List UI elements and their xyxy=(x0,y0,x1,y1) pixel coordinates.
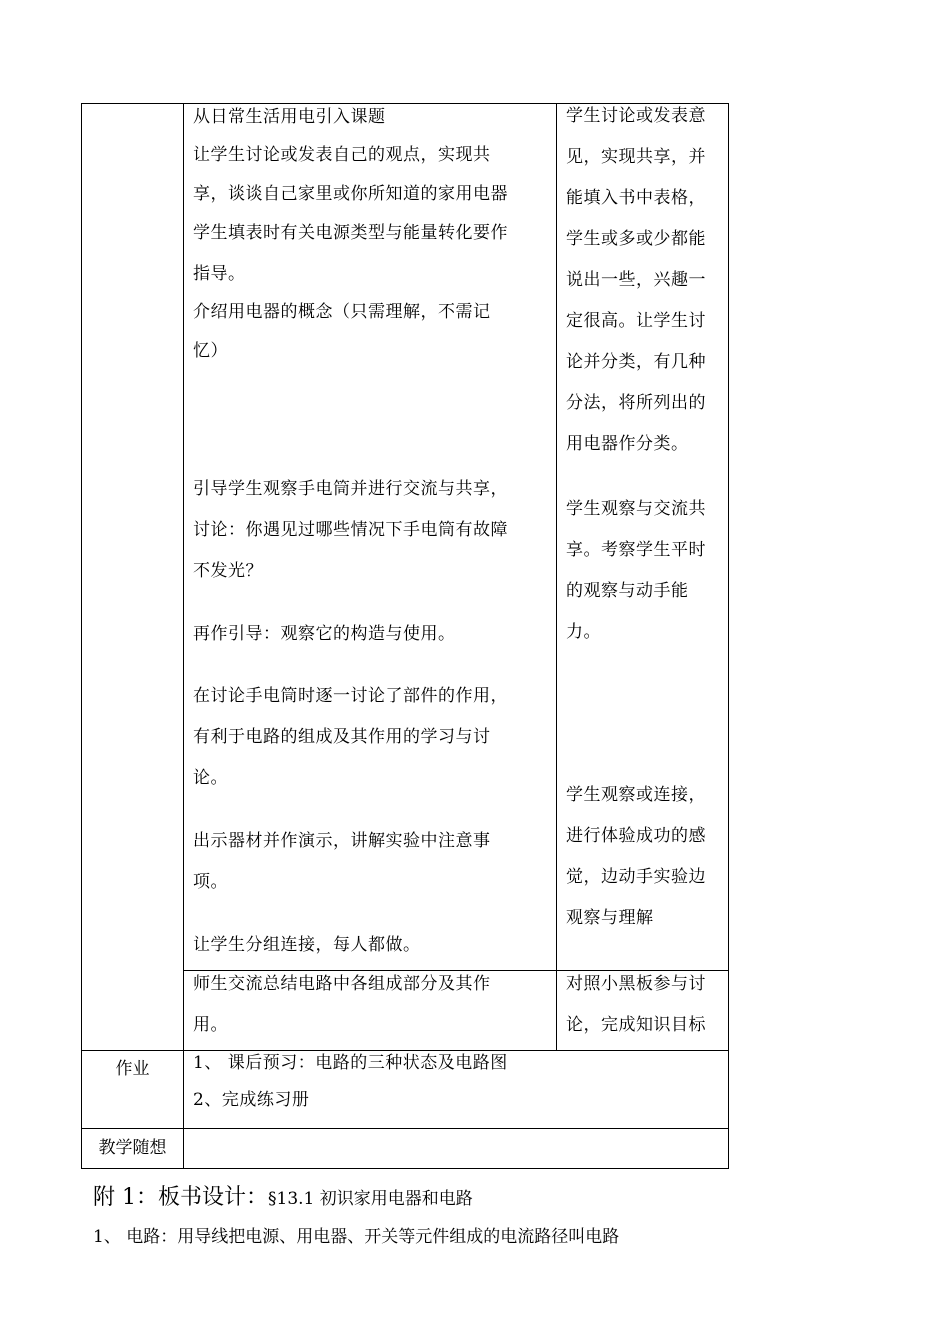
text-line: 让学生分组连接，每人都做。 xyxy=(193,935,421,955)
teacher-para-9 xyxy=(193,925,421,966)
text-line: 学生填表时有关电源类型与能量转化要作 xyxy=(193,223,508,243)
text-line: 享，谈谈自己家里或你所知道的家用电器 xyxy=(193,184,508,204)
text-line: 学生观察或连接， xyxy=(566,785,706,805)
teacher-para-4 xyxy=(193,293,491,371)
text-line: 能填入书中表格， xyxy=(566,188,706,208)
student-para-2 xyxy=(566,489,706,653)
heading-title: §13.1 初识家用电器和电路 xyxy=(268,1189,473,1209)
table-border-bottom xyxy=(81,1168,729,1169)
text-line: 学生观察与交流共 xyxy=(566,499,706,519)
text-line: 进行体验成功的感 xyxy=(566,826,706,846)
table-divider-col2 xyxy=(556,103,557,1051)
text-line: 学生或多或少都能 xyxy=(566,229,706,249)
teacher-para-7 xyxy=(193,676,508,799)
teacher-para-6 xyxy=(193,614,456,655)
homework-item: 1、 课后预习：电路的三种状态及电路图 xyxy=(193,1053,508,1073)
text-line: 论，完成知识目标 xyxy=(566,1015,706,1035)
text-line: 学生讨论或发表意 xyxy=(566,106,706,126)
teacher-para-8 xyxy=(193,821,491,903)
text-line: 不发光？ xyxy=(193,561,263,581)
text-line: 师生交流总结电路中各组成部分及其作 xyxy=(193,974,491,994)
board-design-line-1: 1、 电路：用导线把电源、用电器、开关等元件组成的电流路径叫电路 xyxy=(93,1227,620,1247)
text-line: 再作引导：观察它的构造与使用。 xyxy=(193,624,456,644)
text-line: 用电器作分类。 xyxy=(566,434,689,454)
text-line: 在讨论手电筒时逐一讨论了部件的作用， xyxy=(193,686,508,706)
summary-teacher-cell xyxy=(193,964,491,1046)
text-line: 对照小黑板参与讨 xyxy=(566,974,706,994)
text-line: 分法，将所列出的 xyxy=(566,393,706,413)
text-line: 介绍用电器的概念（只需理解，不需记 xyxy=(193,302,491,322)
table-divider-col1 xyxy=(183,103,184,1169)
student-para-1 xyxy=(566,96,706,465)
table-divider-reflection xyxy=(81,1128,729,1129)
homework-cell xyxy=(193,1045,508,1119)
text-line: 论并分类，有几种 xyxy=(566,352,706,372)
homework-label: 作业 xyxy=(115,1059,150,1079)
text-line: 让学生讨论或发表自己的观点，实现共 xyxy=(193,145,491,165)
text-line: 观察与理解 xyxy=(566,908,654,928)
table-border-left xyxy=(81,103,82,1169)
board-design-heading xyxy=(93,1180,473,1211)
text-line: 从日常生活用电引入课题 xyxy=(193,107,386,127)
text-line: 引导学生观察手电筒并进行交流与共享， xyxy=(193,479,508,499)
homework-item: 2、完成练习册 xyxy=(193,1090,310,1110)
teacher-para-1 xyxy=(193,99,386,136)
teacher-para-5 xyxy=(193,469,508,592)
text-line: 定很高。让学生讨 xyxy=(566,311,706,331)
text-line: 出示器材并作演示，讲解实验中注意事 xyxy=(193,831,491,851)
reflection-label: 教学随想 xyxy=(98,1138,167,1158)
text-line: 有利于电路的组成及其作用的学习与讨 xyxy=(193,727,491,747)
text-line: 项。 xyxy=(193,872,228,892)
table-border-right xyxy=(728,103,729,1169)
text-line: 的观察与动手能 xyxy=(566,581,689,601)
text-line: 用。 xyxy=(193,1015,228,1035)
text-line: 觉，边动手实验边 xyxy=(566,867,706,887)
heading-prefix: 附 1：板书设计： xyxy=(93,1185,268,1210)
teacher-para-2 xyxy=(193,136,508,214)
text-line: 说出一些，兴趣一 xyxy=(566,270,706,290)
text-line: 享。考察学生平时 xyxy=(566,540,706,560)
student-para-3 xyxy=(566,775,706,939)
summary-student-cell xyxy=(566,964,706,1046)
text-line: 力。 xyxy=(566,622,601,642)
text-line: 论。 xyxy=(193,768,228,788)
text-line: 指导。 xyxy=(193,264,246,284)
teacher-para-3 xyxy=(193,213,508,295)
text-line: 见，实现共享，并 xyxy=(566,147,706,167)
text-line: 忆） xyxy=(193,341,228,361)
text-line: 讨论：你遇见过哪些情况下手电筒有故障 xyxy=(193,520,508,540)
